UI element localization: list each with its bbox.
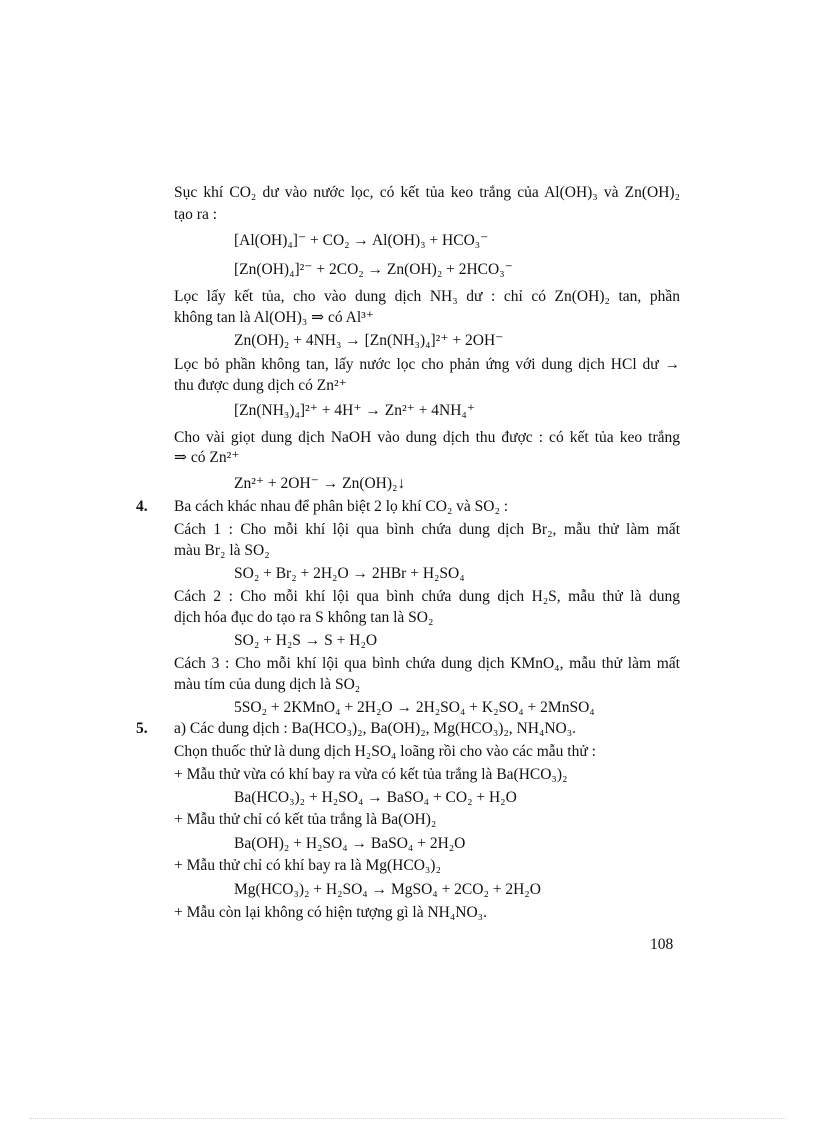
text-line: Lọc bỏ phần không tan, lấy nước lọc cho phản ứng với dung dịch HCl dư → [174, 356, 680, 373]
text-line: Ba cách khác nhau để phân biệt 2 lọ khí CO₂ và SO₂ : [174, 498, 509, 515]
text-line: dịch hóa đục do tạo ra S không tan là SO₂ [174, 609, 434, 626]
text-line: Cách 3 : Cho mỗi khí lội qua bình chứa dung dịch KMnO₄, mẫu thử làm mất [174, 655, 680, 672]
item-number: 4. [136, 498, 148, 515]
page-number: 108 [650, 936, 674, 953]
text-line: + Mẫu thử vừa có khí bay ra vừa có kết tủa trắng là Ba(HCO₃)₂ [174, 766, 568, 783]
text-line: Mg(HCO₃)₂ + H₂SO₄ → MgSO₄ + 2CO₂ + 2H₂O [234, 881, 541, 898]
text-line: Zn²⁺ + 2OH⁻ → Zn(OH)₂↓ [234, 475, 406, 492]
text-line: [Al(OH)₄]⁻ + CO₂ → Al(OH)₃ + HCO₃⁻ [234, 232, 489, 249]
text-line: [Zn(OH)₄]²⁻ + 2CO₂ → Zn(OH)₂ + 2HCO₃⁻ [234, 261, 513, 278]
text-line: [Zn(NH₃)₄]²⁺ + 4H⁺ → Zn²⁺ + 4NH₄⁺ [234, 402, 476, 419]
text-line: Cách 2 : Cho mỗi khí lội qua bình chứa dung dịch H₂S, mẫu thử là dung [174, 588, 680, 605]
text-line: không tan là Al(OH)₃ ⇒ có Al³⁺ [174, 309, 374, 326]
text-line: Ba(OH)₂ + H₂SO₄ → BaSO₄ + 2H₂O [234, 835, 466, 852]
text-line: ⇒ có Zn²⁺ [174, 449, 240, 466]
text-line: + Mẫu thử chỉ có khí bay ra là Mg(HCO₃)₂ [174, 857, 441, 874]
text-line: thu được dung dịch có Zn²⁺ [174, 377, 347, 394]
text-line: + Mẫu còn lại không có hiện tượng gì là NH₄NO₃. [174, 904, 487, 921]
item-number: 5. [136, 720, 148, 737]
text-line: + Mẫu thử chỉ có kết tủa trắng là Ba(OH)₂ [174, 811, 437, 828]
text-line: SO₂ + H₂S → S + H₂O [234, 632, 378, 649]
text-line: Lọc lấy kết tủa, cho vào dung dịch NH₃ dư : chỉ có Zn(OH)₂ tan, phần [174, 288, 680, 305]
text-line: 5SO₂ + 2KMnO₄ + 2H₂O → 2H₂SO₄ + K₂SO₄ + 2MnSO₄ [234, 699, 595, 716]
text-line: a) Các dung dịch : Ba(HCO₃)₂, Ba(OH)₂, Mg(HCO₃)₂, NH₄NO₃. [174, 720, 577, 737]
page-bottom-rule [30, 1118, 786, 1119]
text-line: Ba(HCO₃)₂ + H₂SO₄ → BaSO₄ + CO₂ + H₂O [234, 789, 517, 806]
text-line: Cho vài giọt dung dịch NaOH vào dung dịch thu được : có kết tủa keo trắng [174, 429, 680, 446]
text-line: Sục khí CO₂ dư vào nước lọc, có kết tủa keo trắng của Al(OH)₃ và Zn(OH)₂ [174, 184, 680, 201]
text-line: tạo ra : [174, 206, 218, 223]
text-line: SO₂ + Br₂ + 2H₂O → 2HBr + H₂SO₄ [234, 565, 465, 582]
text-line: Chọn thuốc thử là dung dịch H₂SO₄ loãng rồi cho vào các mẫu thử : [174, 743, 596, 760]
text-line: Cách 1 : Cho mỗi khí lội qua bình chứa dung dịch Br₂, mẫu thử làm mất [174, 521, 680, 538]
text-line: Zn(OH)₂ + 4NH₃ → [Zn(NH₃)₄]²⁺ + 2OH⁻ [234, 332, 504, 349]
text-line: màu tím của dung dịch là SO₂ [174, 676, 361, 693]
text-line: màu Br₂ là SO₂ [174, 542, 270, 559]
